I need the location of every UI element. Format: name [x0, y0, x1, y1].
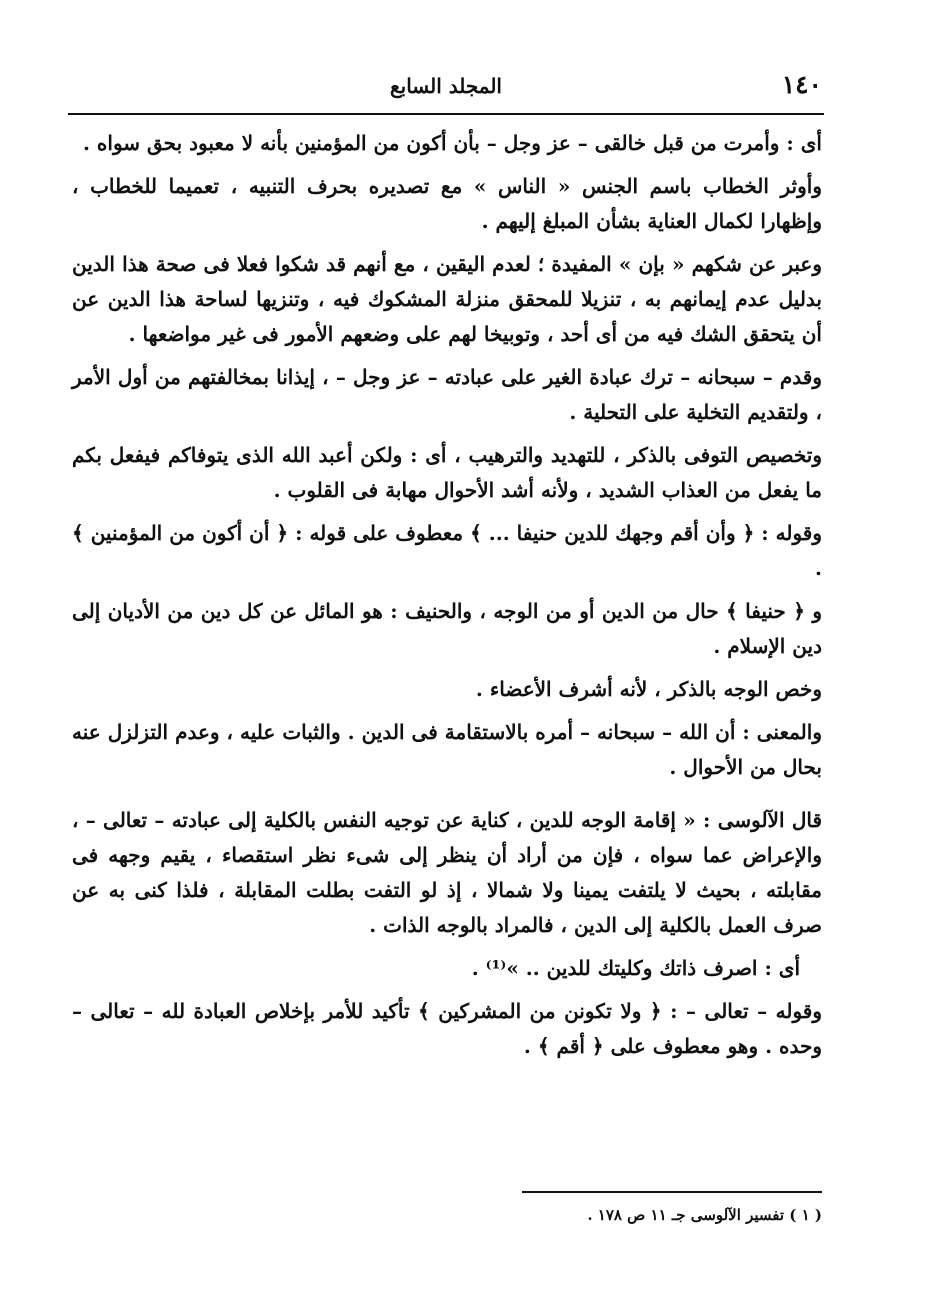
- paragraph: وتخصيص التوفى بالذكر ، للتهديد والترهيب ، أى : ولكن أعبد الله الذى يتوفاكم فيفعل بكم ما يفعل من العذاب الشديد ، ولأنه أشد الأحوال مهابة فى القلوب .: [72, 443, 822, 502]
- footnote: ( ١ ) تفسير الآلوسى جـ ١١ ص ١٧٨ .: [587, 1206, 822, 1224]
- paragraph: وقدم – سبحانه – ترك عبادة الغير على عبادته – عز وجل – ، إيذانا بمخالفتهم من أول الأمر ، ولتقديم التخلية على التحلية .: [72, 365, 822, 424]
- paragraph: وقوله – تعالى – : ﴿ ولا تكونن من المشركين ﴾ تأكيد للأمر بإخلاص العبادة لله – تعالى – وحده . وهو معطوف على ﴿ أقم ﴾ .: [72, 999, 822, 1058]
- paragraph: والمعنى : أن الله – سبحانه – أمره بالاستقامة فى الدين . والثبات عليه ، وعدم التزلزل عنه بحال من الأحوال .: [72, 720, 822, 779]
- running-title: المجلد السابع: [389, 74, 502, 98]
- page-header: [70, 70, 822, 114]
- quotation-end: أى : اصرف ذاتك وكليتك للدين .. »⁽¹⁾ .: [471, 956, 800, 980]
- header-rule: [68, 113, 824, 115]
- body-text: [72, 126, 822, 1072]
- page-number: ١٤٠: [781, 70, 822, 99]
- paragraph: أى : وأمرت من قبل خالقى – عز وجل – بأن أكون من المؤمنين بأنه لا معبود بحق سواه .: [82, 131, 822, 155]
- footnote-rule: [522, 1191, 822, 1193]
- paragraph: وقوله : ﴿ وأن أقم وجهك للدين حنيفا ... ﴾ معطوف على قوله : ﴿ أن أكون من المؤمنين ﴾ .: [72, 521, 822, 580]
- quotation-paragraph: قال الآلوسى : « إقامة الوجه للدين ، كناية عن توجيه النفس بالكلية إلى عبادته – تعالى – ، والإعراض عما سواه ، فإن من أراد أن ينظر إلى شىء نظر استقصاء ، يقيم وجهه فى مقابلته ، بحيث لا يلتفت يمينا ولا شمالا ، إذ لو التفت بطلت المقابلة ، فلذا كنى به عن صرف العمل بالكلية إلى الدين ، فالمراد بالوجه الذات .: [72, 808, 822, 937]
- paragraph: وأوثر الخطاب باسم الجنس « الناس » مع تصديره بحرف التنبيه ، تعميما للخطاب ، وإظهارا لكمال العناية بشأن المبلغ إليهم .: [72, 174, 822, 233]
- paragraph: وخص الوجه بالذكر ، لأنه أشرف الأعضاء .: [475, 677, 822, 701]
- paragraph: وعبر عن شكهم « بإن » المفيدة ؛ لعدم اليقين ، مع أنهم قد شكوا فعلا فى صحة هذا الدين بدليل عدم إيمانهم به ، تنزيلا للمحقق منزلة المشكوك فيه ، وتنزيها لساحة هذا الدين عن أن يتحقق الشك فيه من أى أحد ، وتوبيخا لهم على وضعهم الأمور فى غير مواضعها .: [72, 252, 822, 346]
- paragraph: و ﴿ حنيفا ﴾ حال من الدين أو من الوجه ، والحنيف : هو المائل عن كل دين من الأديان إلى دين الإسلام .: [72, 599, 822, 658]
